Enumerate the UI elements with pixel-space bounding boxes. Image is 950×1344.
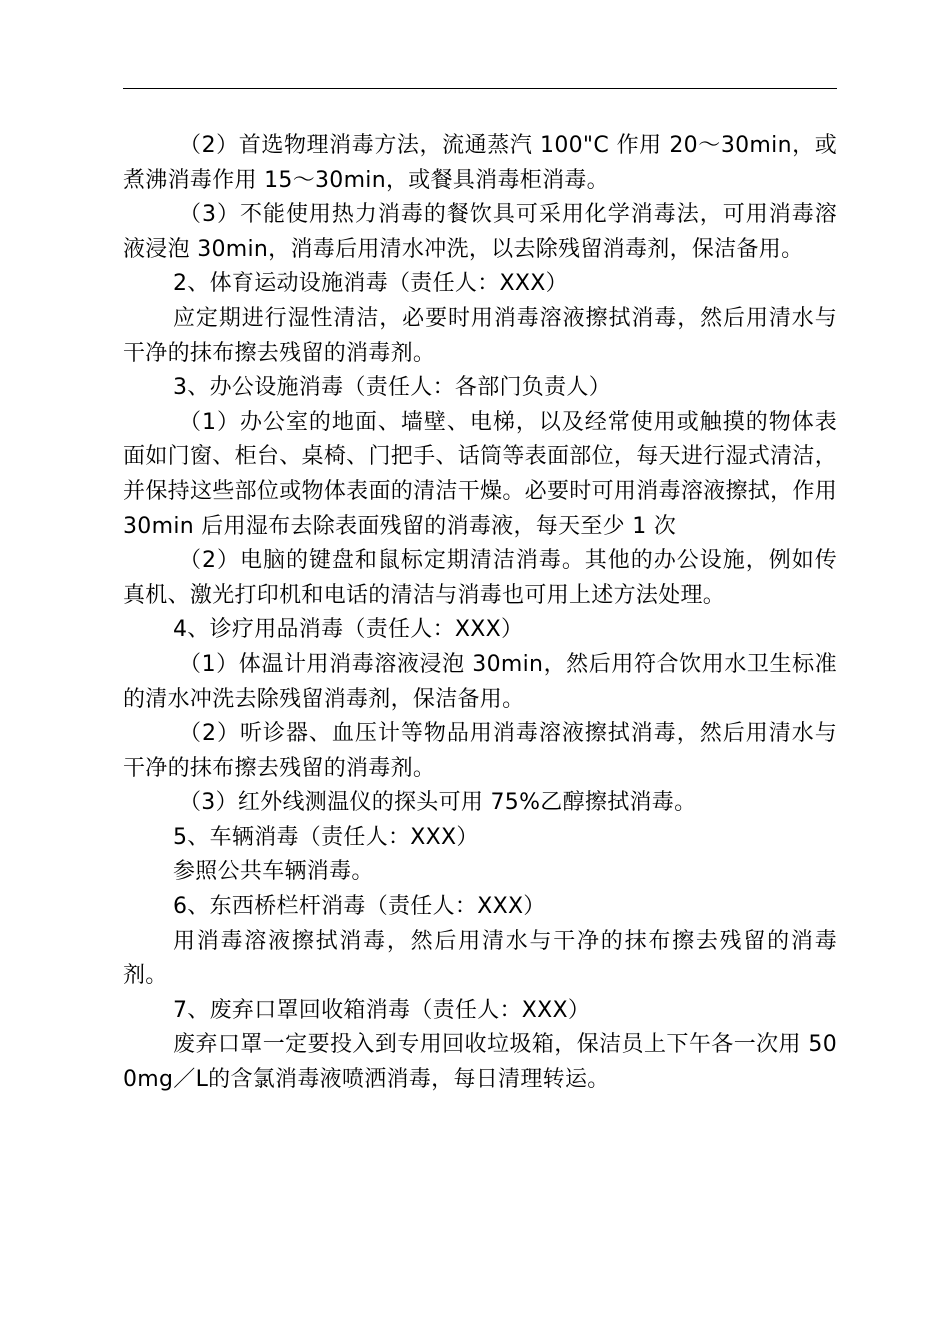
paragraph: （3）不能使用热力消毒的餐饮具可采用化学消毒法，可用消毒溶液浸泡 30min，消毒后用清水冲洗，以去除残留消毒剂，保洁备用。 (123, 202, 837, 262)
paragraph: （2）首选物理消毒方法，流通蒸汽 100"C 作用 20～30min，或煮沸消毒作用 15～30min，或餐具消毒柜消毒。 (123, 133, 837, 193)
section-heading: 5、车辆消毒（责任人：XXX） (173, 824, 479, 850)
section-heading: 6、东西桥栏杆消毒（责任人：XXX） (173, 894, 546, 920)
paragraph: 应定期进行湿性清洁，必要时用消毒溶液擦拭消毒，然后用清水与干净的抹布擦去残留的消毒剂。 (123, 305, 837, 366)
header-rule (123, 88, 837, 89)
paragraph: （3）红外线测温仪的探头可用 75%乙醇擦拭消毒。 (179, 790, 697, 816)
section-heading: 4、诊疗用品消毒（责任人：XXX） (173, 617, 524, 643)
paragraph: 参照公共车辆消毒。 (173, 859, 374, 885)
section-heading: 7、废弃口罩回收箱消毒（责任人：XXX） (173, 997, 591, 1023)
paragraph: （1）体温计用消毒溶液浸泡 30min，然后用符合饮用水卫生标准的清水冲洗去除残留消毒剂，保洁备用。 (123, 651, 837, 712)
paragraph: 用消毒溶液擦拭消毒，然后用清水与干净的抹布擦去残留的消毒剂。 (123, 928, 837, 989)
paragraph: （2）听诊器、血压计等物品用消毒溶液擦拭消毒，然后用清水与干净的抹布擦去残留的消毒剂。 (123, 721, 837, 781)
section-heading: 2、体育运动设施消毒（责任人：XXX） (173, 271, 568, 297)
section-heading: 3、办公设施消毒（责任人：各部门负责人） (173, 375, 611, 401)
paragraph: （1）办公室的地面、墙壁、电梯，以及经常使用或触摸的物体表面如门窗、柜台、桌椅、门把手、话筒等表面部位，每天进行湿式清洁，并保持这些部位或物体表面的清洁干燥。必要时可用消毒溶液擦拭，作用 30min 后用湿布去除表面残留的消毒液，每天至少 1 次 (123, 409, 837, 539)
paragraph: （2）电脑的键盘和鼠标定期清洁消毒。其他的办公设施，例如传真机、激光打印机和电话的清洁与消毒也可用上述方法处理。 (123, 548, 837, 608)
paragraph: 废弃口罩一定要投入到专用回收垃圾箱，保洁员上下午各一次用 500mg／L的含氯消毒液喷洒消毒，每日清理转运。 (123, 1032, 837, 1093)
document-body (123, 129, 837, 1098)
